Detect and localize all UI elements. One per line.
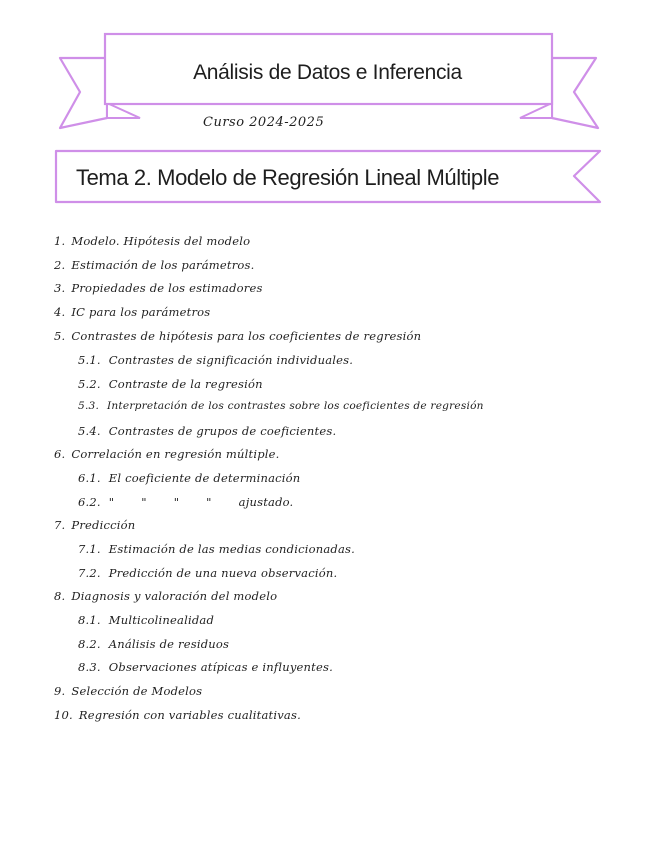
toc-subitem: 8.3. Observaciones atípicas e influyentes. xyxy=(78,660,333,674)
toc-subitem: 5.2. Contraste de la regresión xyxy=(78,377,263,391)
toc-item: 8. Diagnosis y valoración del modelo xyxy=(54,589,278,603)
topic-title: Tema 2. Modelo de Regresión Lineal Múltiple xyxy=(76,165,500,190)
toc-item: 6. Correlación en regresión múltiple. xyxy=(54,447,280,461)
toc-subitem: 7.1. Estimación de las medias condicionadas. xyxy=(78,542,355,556)
toc-subitem: 6.1. El coeficiente de determinación xyxy=(78,471,301,485)
toc-subitem: 7.2. Predicción de una nueva observación. xyxy=(78,566,338,580)
toc-subitem: 6.2. " " " " ajustado. xyxy=(78,495,294,509)
toc-item: 2. Estimación de los parámetros. xyxy=(54,258,255,272)
document-title: Análisis de Datos e Inferencia xyxy=(193,61,462,84)
toc-subitem: 5.3. Interpretación de los contrastes sobre los coeficientes de regresión xyxy=(78,400,484,412)
toc-item: 9. Selección de Modelos xyxy=(54,684,203,698)
toc-subitem: 8.1. Multicolinealidad xyxy=(78,613,215,627)
toc-item: 4. IC para los parámetros xyxy=(54,305,211,319)
toc-item: 1. Modelo. Hipótesis del modelo xyxy=(54,234,251,248)
toc-item: 7. Predicción xyxy=(54,518,136,532)
toc-item: 10. Regresión con variables cualitativas. xyxy=(54,708,301,722)
course-year: Curso 2024-2025 xyxy=(203,115,325,130)
toc-item: 5. Contrastes de hipótesis para los coeficientes de regresión xyxy=(54,329,422,343)
toc-subitem: 5.4. Contrastes de grupos de coeficientes. xyxy=(78,424,337,438)
toc-item: 3. Propiedades de los estimadores xyxy=(54,281,263,295)
toc-subitem: 8.2. Análisis de residuos xyxy=(78,637,230,651)
toc-subitem: 5.1. Contrastes de significación individuales. xyxy=(78,353,354,367)
